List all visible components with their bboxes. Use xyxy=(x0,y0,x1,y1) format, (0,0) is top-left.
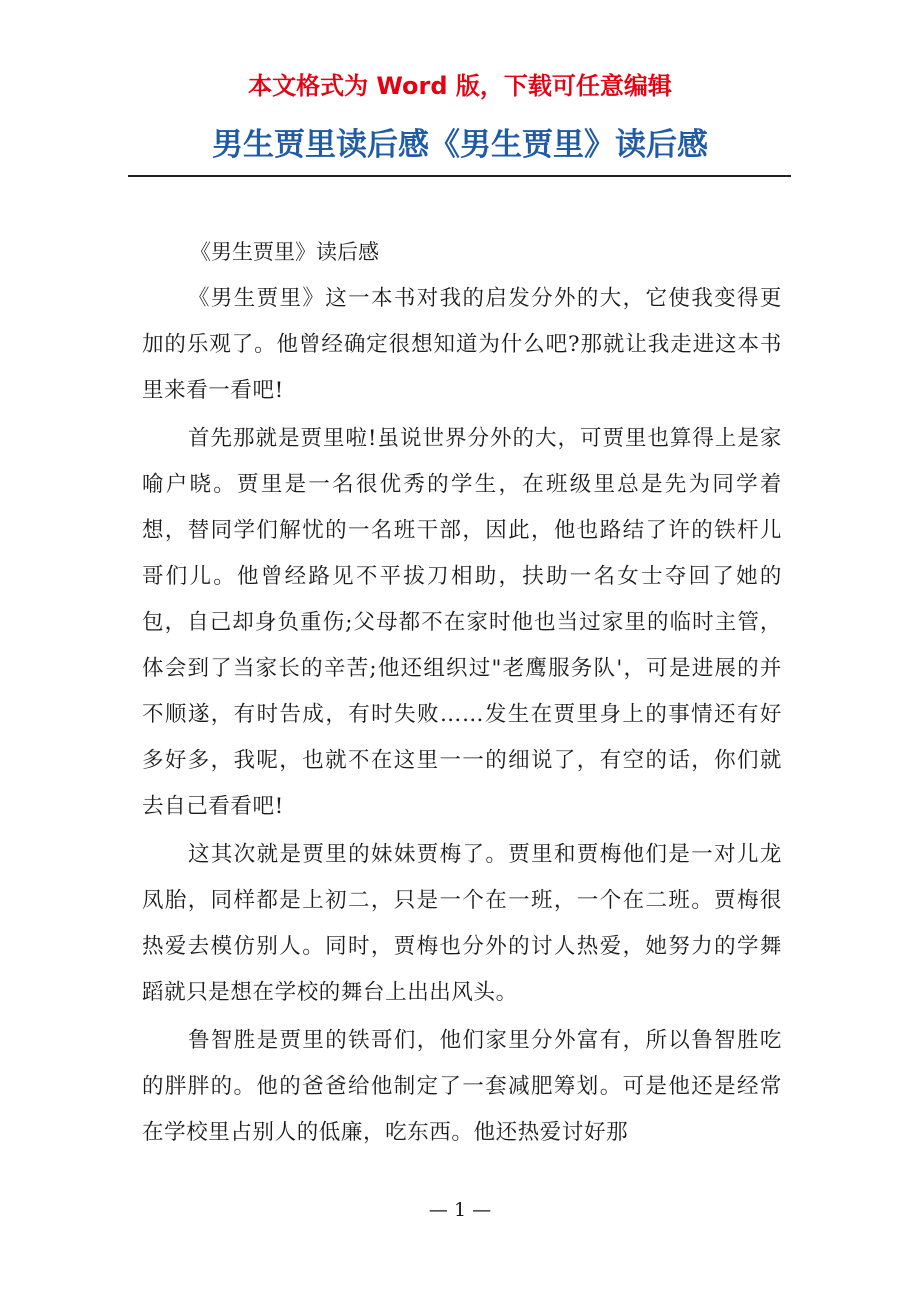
document-title: 男生贾里读后感《男生贾里》读后感 xyxy=(212,127,708,163)
article-body xyxy=(142,230,782,1158)
paragraph-3: 这其次就是贾里的妹妹贾梅了。贾里和贾梅他们是一对儿龙凤胎，同样都是上初二，只是一个在一班，一个在二班。贾梅很热爱去模仿别人。同时，贾梅也分外的讨人热爱，她努力的学舞蹈就只是想在学校的舞台上出出风头。 xyxy=(142,842,782,1005)
paragraph-2: 首先那就是贾里啦!虽说世界分外的大，可贾里也算得上是家喻户晓。贾里是一名很优秀的学生，在班级里总是先为同学着想，替同学们解忧的一名班干部，因此，他也路结了许的铁杆儿哥们儿。他曾经路见不平拔刀相助，扶助一名女士夺回了她的包，自己却身负重伤;父母都不在家时他也当过家里的临时主管，体会到了当家长的辛苦;他还组织过"老鹰服务队'，可是进展的并不顺遂，有时告成，有时失败……发生在贾里身上的事情还有好多好多，我呢，也就不在这里一一的细说了，有空的话，你们就去自己看看吧! xyxy=(142,426,782,819)
paragraph-4: 鲁智胜是贾里的铁哥们，他们家里分外富有，所以鲁智胜吃的胖胖的。他的爸爸给他制定了一套减肥筹划。可是他还是经常在学校里占别人的低廉，吃东西。他还热爱讨好那 xyxy=(142,1028,782,1145)
format-notice-banner: 本文格式为 Word 版，下载可任意编辑 xyxy=(248,72,672,100)
paragraph-1: 《男生贾里》这一本书对我的启发分外的大，它使我变得更加的乐观了。他曾经确定很想知道为什么吧?那就让我走进这本书里来看一看吧! xyxy=(142,286,782,403)
title-divider xyxy=(128,175,791,177)
article-heading: 《男生贾里》读后感 xyxy=(190,240,379,264)
page-number: — 1 — xyxy=(428,1199,492,1221)
